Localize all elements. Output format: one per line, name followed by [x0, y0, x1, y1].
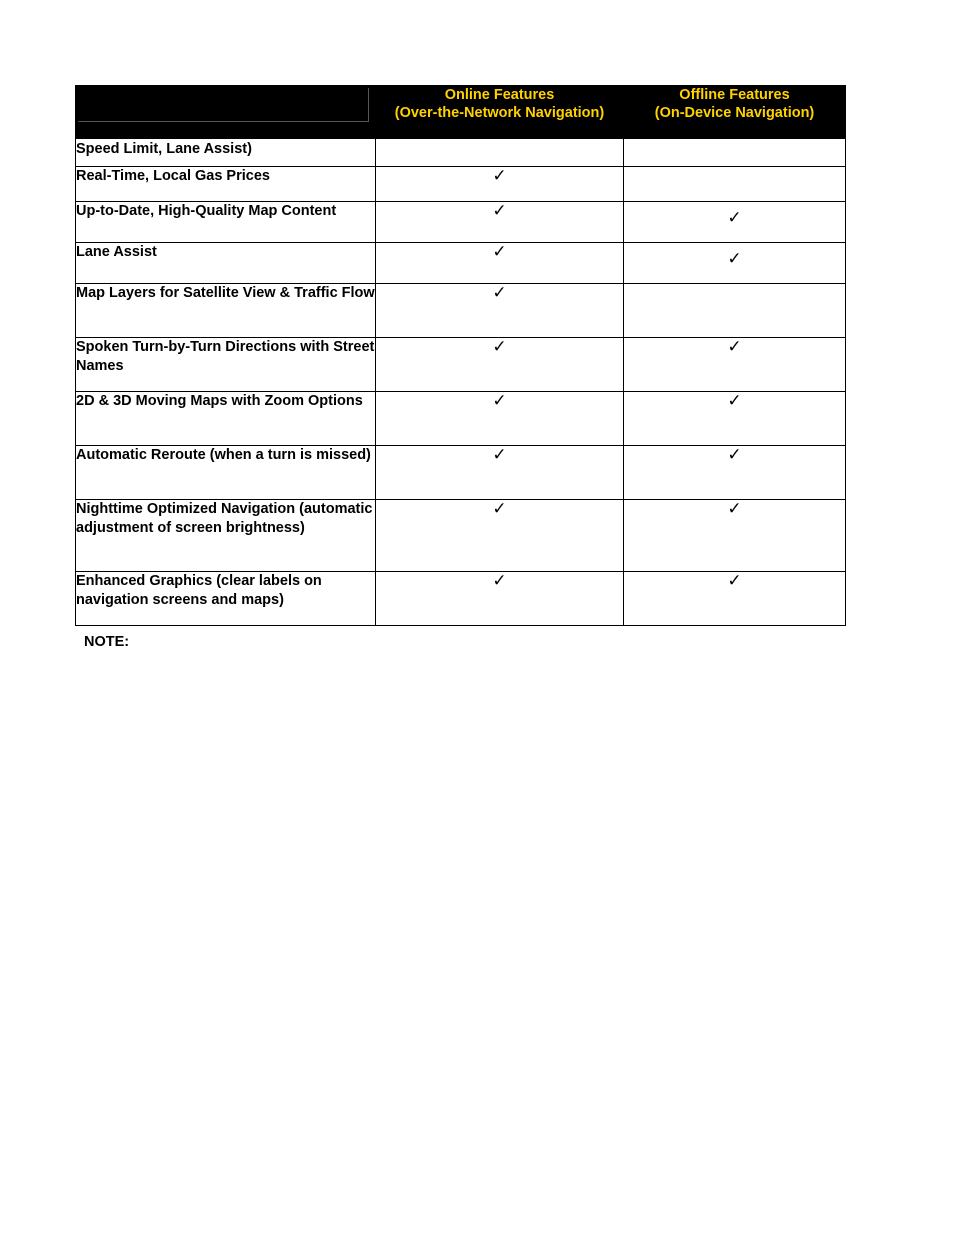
- offline-cell: [624, 139, 846, 167]
- feature-label: Nighttime Optimized Navigation (automatic adjustment of screen brightness): [76, 500, 376, 572]
- header-inner-frame: [78, 88, 369, 122]
- online-cell: [376, 500, 624, 572]
- header-blank-cell: [76, 86, 376, 139]
- online-cell: [376, 243, 624, 284]
- checkmark-icon: ✓: [727, 571, 742, 591]
- checkmark-icon: ✓: [492, 337, 507, 357]
- online-cell: [376, 139, 624, 167]
- header-offline-subtitle: (On-Device Navigation): [654, 105, 815, 121]
- table-row: [76, 243, 846, 284]
- table-row: [76, 572, 846, 626]
- table-body: [76, 139, 846, 626]
- checkmark-icon: ✓: [727, 249, 742, 269]
- online-cell: [376, 446, 624, 500]
- feature-label: Lane Assist: [76, 243, 376, 284]
- feature-label: Map Layers for Satellite View & Traffic Flow: [76, 284, 376, 338]
- offline-cell: [624, 167, 846, 202]
- table-row: [76, 392, 846, 446]
- table-row: [76, 284, 846, 338]
- offline-cell: [624, 284, 846, 338]
- checkmark-icon: ✓: [492, 445, 507, 465]
- table-row: [76, 139, 846, 167]
- offline-cell: [624, 392, 846, 446]
- feature-label: Automatic Reroute (when a turn is missed): [76, 446, 376, 500]
- feature-label: Up-to-Date, High-Quality Map Content: [76, 202, 376, 243]
- online-cell: [376, 284, 624, 338]
- checkmark-icon: ✓: [492, 283, 507, 303]
- checkmark-icon: ✓: [727, 499, 742, 519]
- offline-cell: [624, 446, 846, 500]
- table-row: [76, 500, 846, 572]
- feature-label: Spoken Turn-by-Turn Directions with Street Names: [76, 338, 376, 392]
- offline-cell: [624, 572, 846, 626]
- table-header: [76, 86, 846, 139]
- online-cell: [376, 202, 624, 243]
- header-offline-features: [624, 86, 846, 139]
- online-cell: [376, 392, 624, 446]
- checkmark-icon: ✓: [727, 208, 742, 228]
- header-online-subtitle: (Over-the-Network Navigation): [394, 105, 605, 121]
- table-row: [76, 446, 846, 500]
- feature-label: Real-Time, Local Gas Prices: [76, 167, 376, 202]
- feature-label: Speed Limit, Lane Assist): [76, 139, 376, 167]
- feature-comparison-table: [75, 85, 846, 626]
- table-row: [76, 202, 846, 243]
- online-cell: [376, 167, 624, 202]
- checkmark-icon: ✓: [492, 201, 507, 221]
- header-online-title: Online Features: [444, 87, 555, 103]
- checkmark-icon: ✓: [727, 391, 742, 411]
- checkmark-icon: ✓: [492, 242, 507, 262]
- feature-label: 2D & 3D Moving Maps with Zoom Options: [76, 392, 376, 446]
- header-online-features: [376, 86, 624, 139]
- online-cell: [376, 572, 624, 626]
- checkmark-icon: ✓: [727, 445, 742, 465]
- header-offline-title: Offline Features: [679, 87, 790, 103]
- offline-cell: [624, 202, 846, 243]
- feature-label: Enhanced Graphics (clear labels on navigation screens and maps): [76, 572, 376, 626]
- offline-cell: [624, 500, 846, 572]
- offline-cell: [624, 338, 846, 392]
- offline-cell: [624, 243, 846, 284]
- checkmark-icon: ✓: [492, 499, 507, 519]
- online-cell: [376, 338, 624, 392]
- checkmark-icon: ✓: [492, 166, 507, 186]
- checkmark-icon: ✓: [492, 391, 507, 411]
- table-row: [76, 338, 846, 392]
- checkmark-icon: ✓: [492, 571, 507, 591]
- table-row: [76, 167, 846, 202]
- checkmark-icon: ✓: [727, 337, 742, 357]
- note-label: NOTE:: [84, 634, 130, 650]
